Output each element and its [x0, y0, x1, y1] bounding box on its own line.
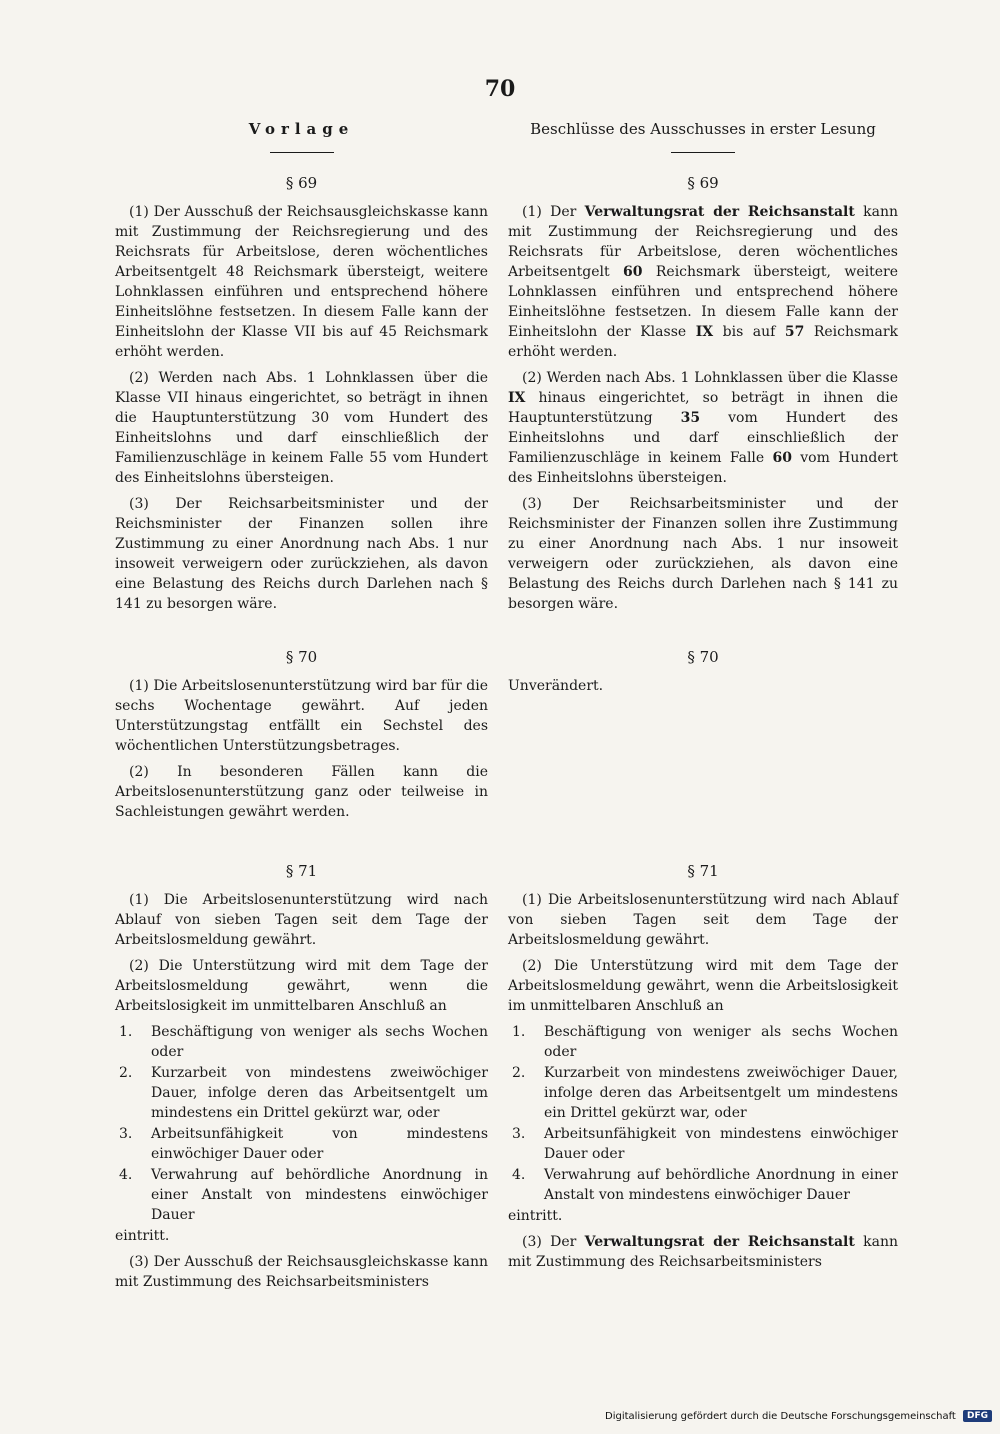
- paragraph: (3) Der Verwaltungsrat der Reichsanstalt kann mit Zustimmung des Reichsarbeitsministers: [508, 1234, 898, 1270]
- dfg-logo-icon: DFG: [963, 1410, 992, 1422]
- condition-list: [115, 1022, 488, 1225]
- list-item: 4. Verwahrung auf behördliche Anordnung in einer Anstalt von mindestens einwöchiger Dauer: [119, 1167, 488, 1223]
- amended-text: IX: [695, 324, 714, 340]
- list-item: 2. Kurzarbeit von mindestens zweiwöchiger Dauer, infolge deren das Arbeitsentgelt um mindestens ein Drittel gekürzt war, oder: [512, 1065, 898, 1121]
- digitization-credit: [605, 1410, 992, 1422]
- section-heading: § 71: [285, 862, 318, 880]
- list-item: 1. Beschäftigung von weniger als sechs Wochen oder: [119, 1024, 488, 1060]
- paragraph: (1) Der Ausschuß der Reichsausgleichskasse kann mit Zustimmung der Reichsregierung und des Reichsrats für Arbeitslose, deren wöchentliches Arbeitsentgelt 48 Reichsmark übersteigt, weitere Lohnklassen einführen und entsprechend höhere Einheitslöhne festsetzen. In diesem Falle kann der Einheitslohn der Klasse VII bis auf 45 Reichsmark erhöht werden.: [115, 204, 488, 360]
- paragraph: (3) Der Reichsarbeitsminister und der Reichsminister der Finanzen sollen ihre Zustimmung zu einer Anordnung nach Abs. 1 nur insoweit verweigern oder zurückziehen, als davon eine Belastung des Reichs durch Darlehen nach § 141 zu besorgen wäre.: [115, 496, 488, 612]
- section-heading: § 71: [687, 862, 719, 880]
- section-heading: § 69: [687, 174, 719, 192]
- right-column-title: Beschlüsse des Ausschusses in erster Lesung: [530, 120, 876, 138]
- left-section-71: [115, 860, 488, 1298]
- paragraph: (1) Die Arbeitslosenunterstützung wird nach Ablauf von sieben Tagen seit dem Tage der Arbeitslosmeldung gewährt.: [508, 892, 898, 948]
- paragraph: (3) Der Reichsarbeitsminister und der Reichsminister der Finanzen sollen ihre Zustimmung zu einer Anordnung nach Abs. 1 nur insoweit verweigern oder zurückziehen, als davon eine Belastung des Reichs durch Darlehen nach § 141 zu besorgen wäre.: [508, 496, 898, 612]
- section-heading: § 70: [687, 648, 719, 666]
- amended-text: 35: [680, 410, 701, 426]
- left-section-70: [115, 646, 488, 828]
- paragraph: (1) Der Verwaltungsrat der Reichsanstalt kann mit Zustimmung der Reichsregierung und des Reichsrats für Arbeitslose, deren wöchentliches Arbeitsentgelt 60 Reichsmark übersteigt, weitere Lohnklassen einführen und entsprechend höhere Einheitslöhne festsetzen. In diesem Falle kann der Einheitslohn der Klasse IX bis auf 57 Reichsmark erhöht werden.: [508, 204, 898, 360]
- closing-word: eintritt.: [508, 1208, 563, 1224]
- paragraph: (2) In besonderen Fällen kann die Arbeitslosenunterstützung ganz oder teilweise in Sachleistungen gewährt werden.: [115, 764, 488, 820]
- amended-text: Verwaltungsrat der Reichsanstalt: [584, 1234, 855, 1250]
- amended-text: Verwaltungsrat der Reichsanstalt: [584, 204, 855, 220]
- section-heading: § 69: [285, 174, 318, 192]
- closing-word: eintritt.: [115, 1228, 170, 1244]
- amended-text: 57: [784, 324, 805, 340]
- condition-list: [508, 1022, 898, 1205]
- left-title-rule: [270, 152, 334, 153]
- paragraph: (1) Die Arbeitslosenunterstützung wird bar für die sechs Wochentage gewährt. Auf jeden Unterstützungstag entfällt ein Sechstel des wöchentlichen Unterstützungsbetrages.: [115, 678, 488, 754]
- paragraph: (3) Der Ausschuß der Reichsausgleichskasse kann mit Zustimmung des Reichsarbeitsministers: [115, 1254, 488, 1290]
- paragraph: (2) Werden nach Abs. 1 Lohnklassen über die Klasse IX hinaus eingerichtet, so beträgt in ihnen die Hauptunterstützung 35 vom Hundert des Einheitslohns und darf einschließlich der Familienzuschläge in keinem Falle 60 vom Hundert des Einheitslohns übersteigen.: [508, 370, 899, 486]
- left-section-69: [115, 172, 488, 620]
- amended-text: 60: [772, 450, 792, 466]
- page-number: 70: [484, 76, 516, 102]
- left-column-title: Vorlage: [248, 120, 355, 138]
- paragraph: (2) Werden nach Abs. 1 Lohnklassen über die Klasse VII hinaus eingerichtet, so beträgt in ihnen die Hauptunterstützung 30 vom Hundert des Einheitslohns und darf einschließlich der Familienzuschläge in keinem Falle 55 vom Hundert des Einheitslohns übersteigen.: [115, 370, 488, 486]
- paragraph: (1) Die Arbeitslosenunterstützung wird nach Ablauf von sieben Tagen seit dem Tage der Arbeitslosmeldung gewährt.: [115, 892, 488, 948]
- amended-text: IX: [508, 390, 526, 406]
- list-item: 3. Arbeitsunfähigkeit von mindestens einwöchiger Dauer oder: [512, 1126, 898, 1162]
- right-section-69: [508, 172, 898, 620]
- list-item: 1. Beschäftigung von weniger als sechs Wochen oder: [512, 1024, 898, 1060]
- list-item: 4. Verwahrung auf behördliche Anordnung in einer Anstalt von mindestens einwöchiger Dauer: [512, 1167, 898, 1203]
- paragraph: (2) Die Unterstützung wird mit dem Tage der Arbeitslosmeldung gewährt, wenn die Arbeitslosigkeit im unmittelbaren Anschluß an: [508, 958, 898, 1014]
- credit-text: Digitalisierung gefördert durch die Deutsche Forschungsgemeinschaft: [605, 1411, 956, 1422]
- paragraph: (2) Die Unterstützung wird mit dem Tage der Arbeitslosmeldung gewährt, wenn die Arbeitslosigkeit im unmittelbaren Anschluß an: [115, 958, 488, 1014]
- list-item: 3. Arbeitsunfähigkeit von mindestens einwöchiger Dauer oder: [119, 1126, 488, 1162]
- right-section-71: [508, 860, 898, 1278]
- right-title-rule: [671, 152, 735, 153]
- section-heading: § 70: [285, 648, 318, 666]
- right-section-70: [508, 646, 898, 702]
- unchanged-note: Unverändert.: [508, 678, 604, 694]
- amended-text: 60: [623, 264, 643, 280]
- list-item: 2. Kurzarbeit von mindestens zweiwöchiger Dauer, infolge deren das Arbeitsentgelt um mindestens ein Drittel gekürzt war, oder: [119, 1065, 488, 1121]
